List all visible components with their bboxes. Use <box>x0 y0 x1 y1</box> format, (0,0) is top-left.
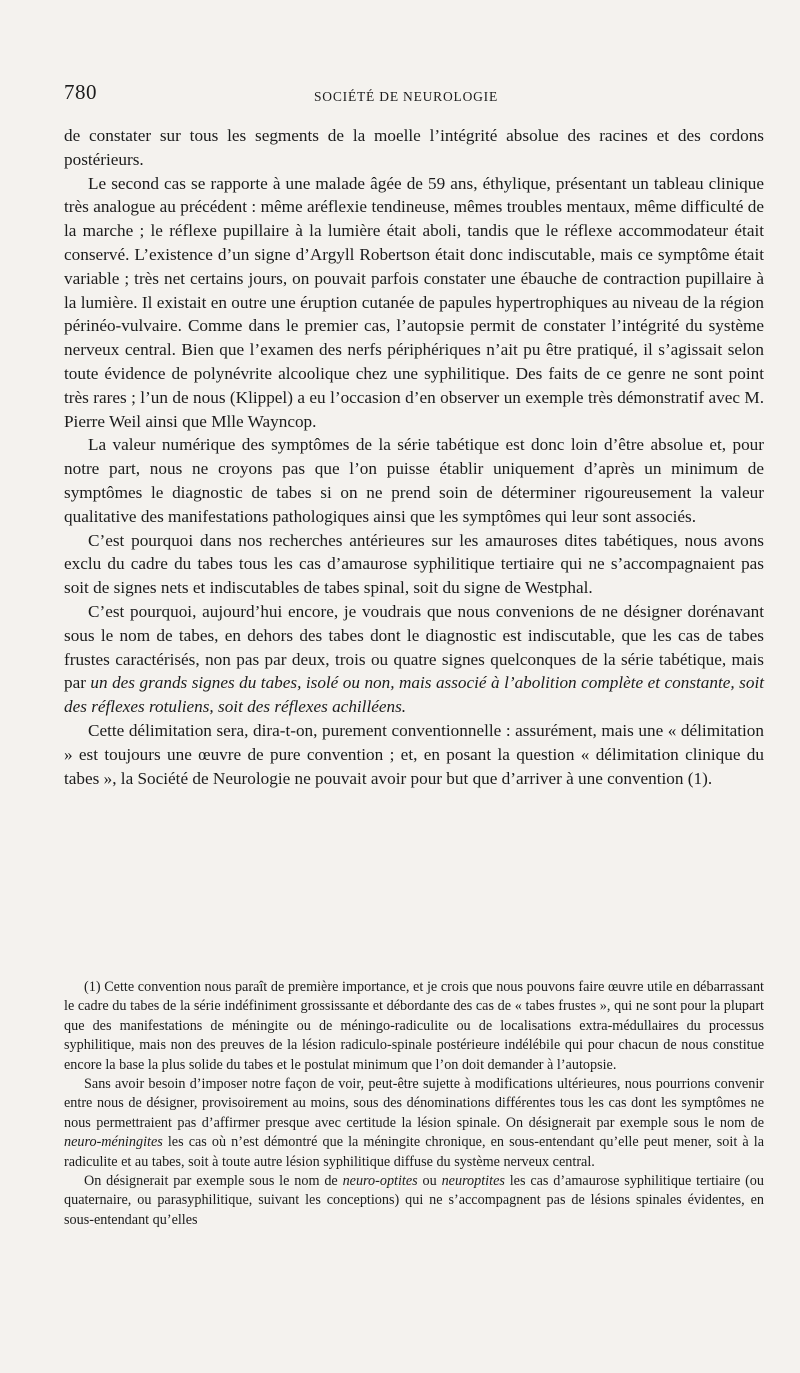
footnote-2 <box>64 1075 764 1172</box>
paragraph-5-text: C’est pourquoi, aujourd’hui encore, je voudrais que nous convenions de ne désigner dorénavant sous le nom de tabes, en dehors des tabes dont le diagnostic est indiscutable, que les cas de tabes frustes caractérisés, non pas par deux, trois ou quatre signes quelconques de la série tabétique, mais par <box>64 601 764 693</box>
footnote-3-text-b: les cas d’amaurose syphilitique tertiaire (ou quaternaire, ou parasyphilitique, suivant les conceptions) qui ne s’accompagnent pas de lésions spinales évidentes, en sous-entendant qu’elles <box>64 1173 764 1228</box>
footnote-2-text-b: les cas où n’est démontré que la méningite chronique, en sous-entendant qu’elle peut mener, soit à la radiculite et au tabes, soit à toute autre lésion syphilitique diffuse du système nerveux central. <box>64 1134 764 1170</box>
page-header <box>64 80 762 110</box>
footnote-3-term-2: neuroptites <box>441 1173 505 1190</box>
footnote-2-text-a: Sans avoir besoin d’imposer notre façon de voir, peut-être sujette à modifications ultérieures, nous pourrions convenir entre nous de désigner, provisoirement au moins, sous des dénominations différentes tous les cas dont les symptômes ne nous permettraient pas d’affirmer presque avec certitude la lésion spinale. On désignerait par exemple sous le nom de <box>64 1076 764 1131</box>
running-head: SOCIÉTÉ DE NEUROLOGIE <box>314 89 499 104</box>
paragraph-1: de constater sur tous les segments de la moelle l’intégrité absolue des racines et des cordons postérieurs. <box>64 126 764 169</box>
footnote-3 <box>64 1172 764 1230</box>
footnote-3-term-1: neuro-optites <box>342 1173 418 1190</box>
footnote-3-text-mid: ou <box>417 1173 442 1190</box>
main-text <box>64 124 764 790</box>
paragraph-6: Cette délimitation sera, dira-t-on, purement conventionnelle : assurément, mais une « délimitation » est toujours une œuvre de pure convention ; et, en posant la question « délimitation clinique du tabes », la Société de Neurologie ne pouvait avoir pour but que d’arriver à une convention (1). <box>64 720 764 788</box>
footnote-2-term: neuro-méningites <box>64 1134 163 1151</box>
footnotes <box>64 978 764 1230</box>
paragraph-5 <box>64 600 764 719</box>
paragraph-2: Le second cas se rapporte à une malade âgée de 59 ans, éthylique, présentant un tableau clinique très analogue au précédent : même aréflexie tendineuse, mêmes troubles mentaux, même difficulté de la marche ; le réflexe pupillaire à la lumière était aboli, tandis que le réflexe accommodateur était conservé. L’existence d’un signe d’Argyll Robertson était donc indiscutable, mais ce symptôme était variable ; très net certains jours, on pouvait parfois constater une ébauche de contraction pupillaire à la lumière. Il existait en outre une éruption cutanée de papules hypertrophiques au niveau de la région périnéo-vulvaire. Comme dans le premier cas, l’autopsie permit de constater l’intégrité du système nerveux central. Bien que l’examen des nerfs périphériques n’ait pu être pratiqué, il s’agissait selon toute évidence de polynévrite alcoolique chez une syphilitique. Des faits de ce genre ne sont point très rares ; l’un de nous (Klippel) a eu l’occasion d’en observer un exemple très démonstratif avec M. Pierre Weil ainsi que Mlle Wayncop. <box>64 173 764 431</box>
paragraph-4: C’est pourquoi dans nos recherches antérieures sur les amauroses dites tabétiques, nous avons exclu du cadre du tabes tous les cas d’amaurose syphilitique tertiaire qui ne s’accompagnaient pas soit de signes nets et indiscutables de tabes spinal, soit du signe de Westphal. <box>64 530 764 598</box>
paragraph-5-italic: un des grands signes du tabes, isolé ou non, mais associé à l’abolition complète et constante, soit des réflexes rotuliens, soit des réflexes achilléens. <box>64 673 764 717</box>
footnote-3-text-a: On désignerait par exemple sous le nom de <box>84 1173 343 1190</box>
paragraph-3: La valeur numérique des symptômes de la série tabétique est donc loin d’être absolue et, pour notre part, nous ne croyons pas que l’on puisse établir uniquement d’après un minimum de symptômes le diagnostic de tabes si on ne prend soin de déterminer rigoureusement la valeur qualitative des manifestations pathologiques ainsi que les symptômes qui leur sont associés. <box>64 435 764 526</box>
page-number: 780 <box>64 80 97 104</box>
footnote-1: (1) Cette convention nous paraît de première importance, et je crois que nous pouvons faire œuvre utile en débarrassant le cadre du tabes de la série indéfiniment grossissante et débordante des cas de « tabes frustes », qui ne sont pour la plupart que des manifestations de méningite ou de méningo-radiculite ou de localisations extra-médullaires du processus syphilitique, mais non des preuves de la lésion radiculo-spinale postérieure indélébile qui pour chacun de nous constitue encore la base la plus solide du tabes et le postulat minimum que l’on doit demander à l’autopsie. <box>64 979 764 1073</box>
